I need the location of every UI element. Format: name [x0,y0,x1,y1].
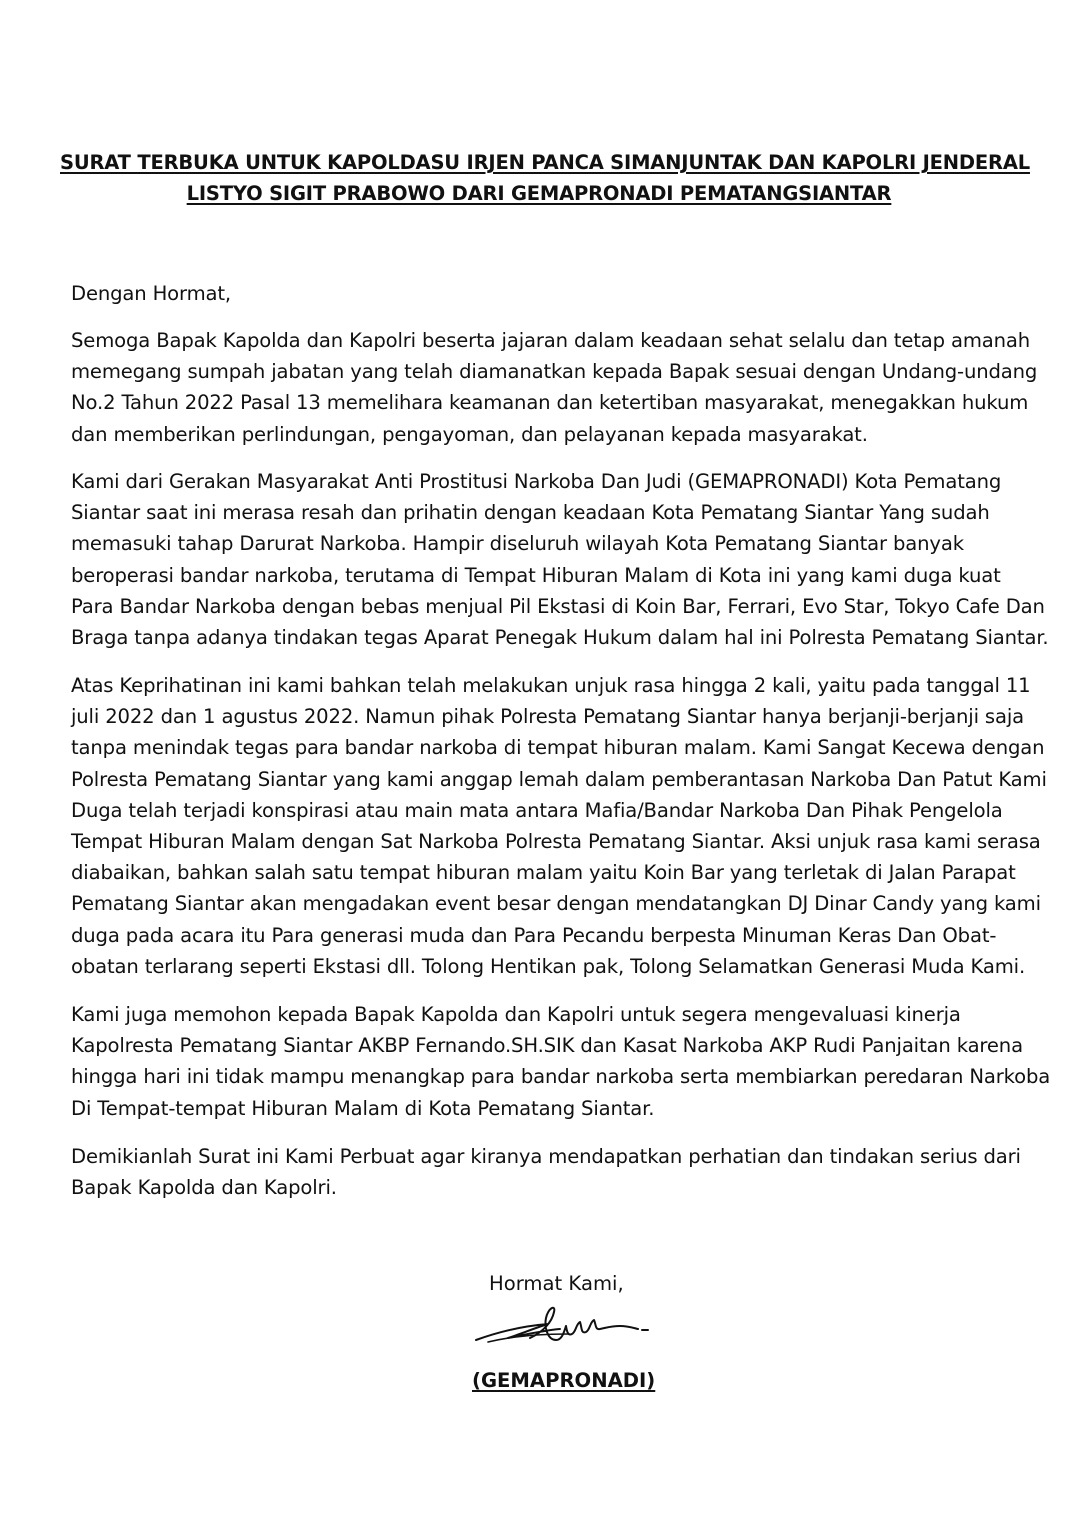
paragraph-5 [71,1141,1046,1203]
text-line: juli 2022 dan 1 agustus 2022. Namun pihak Polresta Pematang Siantar hanya berjanji-berjanji saja [71,705,1025,729]
closing-salutation: Hormat Kami, [489,1272,624,1295]
text-line: No.2 Tahun 2022 Pasal 13 memelihara keamanan dan ketertiban masyarakat, menegakkan hukum [71,391,1029,415]
text-line: Para Bandar Narkoba dengan bebas menjual Pil Ekstasi di Koin Bar, Ferrari, Evo Star, Tokyo Cafe Dan [71,594,1045,618]
greeting [71,278,1046,309]
text-line: Tempat Hiburan Malam dengan Sat Narkoba Polresta Pematang Siantar. Aksi unjuk rasa kami serasa [71,830,1041,854]
text-line: diabaikan, bahkan salah satu tempat hiburan malam yaitu Koin Bar yang terletak di Jalan Parapat [71,861,1016,885]
letter-title [60,147,1030,209]
text-line: dan memberikan perlindungan, pengayoman, dan pelayanan kepada masyarakat. [71,422,868,446]
title-line: SURAT TERBUKA UNTUK KAPOLDASU IRJEN PANCA SIMANJUNTAK DAN KAPOLRI JENDERAL [60,151,1030,174]
text-line: Kami dari Gerakan Masyarakat Anti Prostitusi Narkoba Dan Judi (GEMAPRONADI) Kota Pematang [71,470,1002,493]
text-line: Bapak Kapolda dan Kapolri. [71,1176,337,1200]
title-line: LISTYO SIGIT PRABOWO DARI GEMAPRONADI PEMATANGSIANTAR [186,182,892,205]
text-line: memegang sumpah jabatan yang telah diamanatkan kepada Bapak sesuai dengan Undang-undang [71,360,1038,384]
paragraph-1 [71,325,1046,450]
text-line: Demikianlah Surat ini Kami Perbuat agar kiranya mendapatkan perhatian dan tindakan serius dari [71,1145,1021,1168]
text-line: tanpa menindak tegas para bandar narkoba di tempat hiburan malam. Kami Sangat Kecewa dengan [71,736,1045,760]
text-line: beroperasi bandar narkoba, terutama di Tempat Hiburan Malam di Kota ini yang kami duga kuat [71,563,1001,587]
text-line: Siantar saat ini merasa resah dan prihatin dengan keadaan Kota Pematang Siantar Yang sudah [71,501,990,525]
signatory-name: (GEMAPRONADI) [472,1369,656,1392]
text-line: memasuki tahap Darurat Narkoba. Hampir diseluruh wilayah Kota Pematang Siantar banyak [71,532,964,556]
paragraph-3 [71,670,1046,982]
text-line: Atas Keprihatinan ini kami bahkan telah melakukan unjuk rasa hingga 2 kali, yaitu pada tanggal 11 [71,674,1031,697]
text-line: Duga telah terjadi konspirasi atau main mata antara Mafia/Bandar Narkoba Dan Pihak Pengelola [71,798,1003,822]
text-line: hingga hari ini tidak mampu menangkap para bandar narkoba serta membiarkan peredaran Narkoba [71,1065,1051,1089]
paragraph-4 [71,999,1051,1124]
text-line: duga pada acara itu Para generasi muda dan Para Pecandu berpesta Minuman Keras Dan Obat- [71,923,997,947]
text-line: Semoga Bapak Kapolda dan Kapolri beserta jajaran dalam keadaan sehat selalu dan tetap amanah [71,329,1031,352]
text-line: Di Tempat-tempat Hiburan Malam di Kota Pematang Siantar. [71,1096,655,1120]
text-line: Kapolresta Pematang Siantar AKBP Fernando.SH.SIK dan Kasat Narkoba AKP Rudi Panjaitan karena [71,1034,1023,1058]
greeting-text: Dengan Hormat, [71,282,231,305]
text-line: Braga tanpa adanya tindakan tegas Aparat Penegak Hukum dalam hal ini Polresta Pematang Siantar. [71,626,1049,650]
paragraph-2 [71,466,1049,653]
text-line: Pematang Siantar akan mengadakan event besar dengan mendatangkan DJ Dinar Candy yang kami [71,892,1041,916]
text-line: obatan terlarang seperti Ekstasi dll. Tolong Hentikan pak, Tolong Selamatkan Generasi Muda Kami. [71,954,1026,978]
text-line: Kami juga memohon kepada Bapak Kapolda dan Kapolri untuk segera mengevaluasi kinerja [71,1003,961,1026]
text-line: Polresta Pematang Siantar yang kami anggap lemah dalam pemberantasan Narkoba Dan Patut Kami [71,767,1047,791]
signature-image [468,1296,658,1356]
